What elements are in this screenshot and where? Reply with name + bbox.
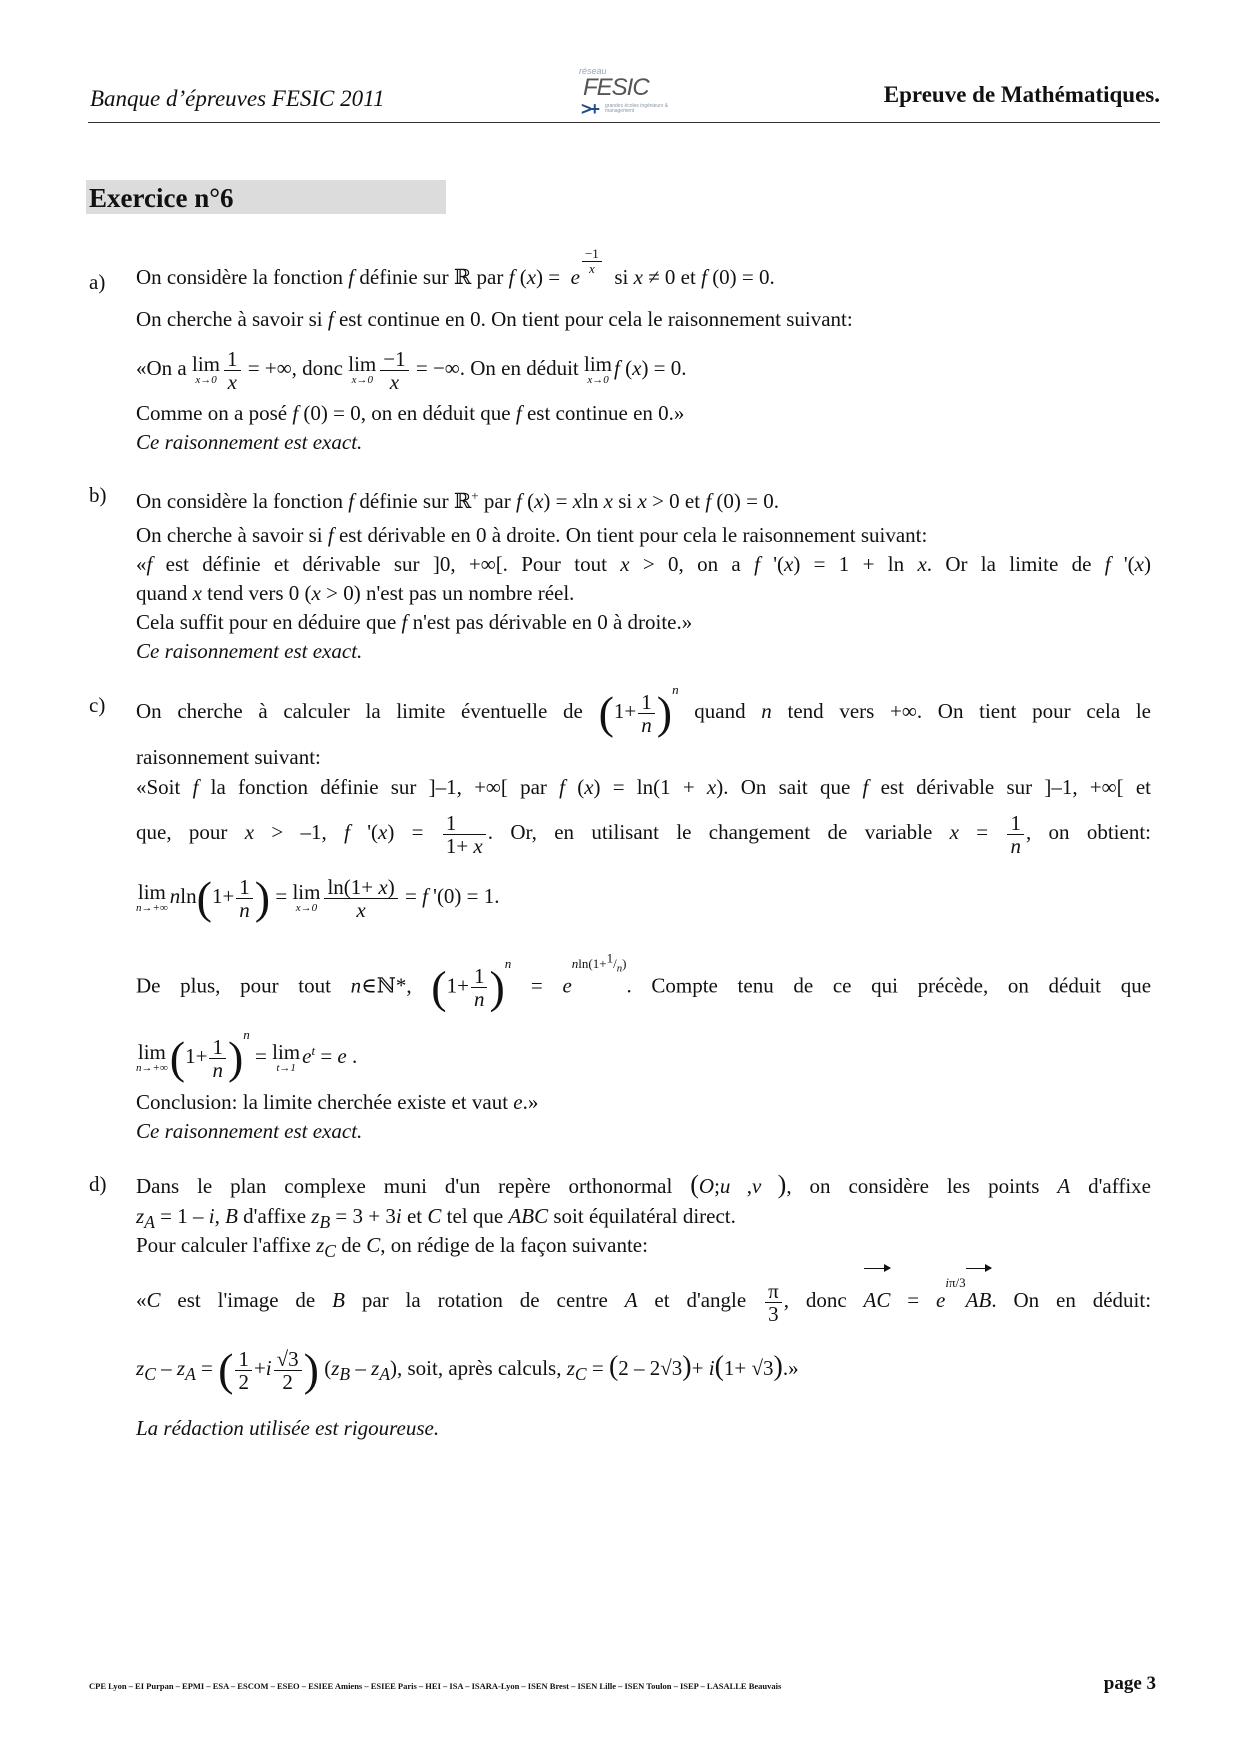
item-a-label: a) <box>89 270 106 294</box>
item-c-line-4: que, pour x > –1, f '(x) = $\frac{1}{1+ x}$ . Or, en utilisant le changement de variable x = $\frac{1}{n}$ , on obtient: <box>136 810 1151 858</box>
item-d-line-1: Dans le plan complexe muni d'un repère orthonormal (O;u⃗,v⃗), on considère les points A d'affixe <box>136 1170 1151 1199</box>
item-b-line-5: Cela suffit pour en déduire que f n'est pas dérivable en 0 à droite.» <box>136 610 693 634</box>
header-left-title: Banque d’épreuves FESIC 2011 <box>90 86 385 111</box>
logo-main-text: FESIC <box>583 74 649 101</box>
footer-schools: CPE Lyon – EI Purpan – EPMI – ESA – ESCOM – ESEO – ESIEE Amiens – ESIEE Paris – HEI – ISA – ISARA-Lyon – ISEN Brest – ISEN Lille – ISEN Toulon – ISEP – LASALLE Beauvais <box>89 1681 782 1691</box>
item-b-label: b) <box>89 483 107 507</box>
item-b-line-1: On considère la fonction f définie sur ℝ+ par f (x) = xln x si x > 0 et f (0) = 0. <box>136 488 780 513</box>
item-c-label: c) <box>89 693 106 717</box>
fesic-logo <box>575 66 685 122</box>
item-a-line-4: Comme on a posé f (0) = 0, on en déduit que f est continue en 0.» <box>136 401 685 425</box>
item-c-line-6: De plus, pour tout n∈ℕ*, (1+ $\frac{1}{n}$ )$^n = e^{nln(1+^1/_n)}$. Compte tenu de ce qui précède, on déduit que <box>136 951 1152 1013</box>
page-number: page 3 <box>1103 1673 1156 1694</box>
item-b-verdict: Ce raisonnement est exact. <box>136 639 363 663</box>
header-divider <box>88 122 1160 123</box>
item-a-line-1: On considère la fonction f définie sur ℝ par f (x) = e $^{\frac{-1}{x}}$ si x ≠ 0 et f (0) = 0. <box>136 245 775 289</box>
item-b-line-3: «f est définie et dérivable sur ]0, +∞[. Pour tout x > 0, on a f '(x) = 1 + ln x. Or la limite de f '(x) <box>136 552 1151 576</box>
item-c-line-2: raisonnement suivant: <box>136 745 321 769</box>
logo-arrow-icon: >+ <box>581 99 599 119</box>
item-a-line-2: On cherche à savoir si f est continue en 0. On tient pour cela le raisonnement suivant: <box>136 307 853 331</box>
item-d-line-4: «C est l'image de B par la rotation de centre A et d'angle $\frac{\pi}{3}$ , donc AC = $e^{i\pi/3}AB$. On en déduit: <box>136 1262 1151 1328</box>
item-c-line-8: Conclusion: la limite cherchée existe et vaut e.» <box>136 1090 539 1114</box>
item-d-label: d) <box>89 1172 107 1196</box>
item-c-line-7: lim n→+∞ (1+ $\frac{1}{n}$ )$^n$ = lim t→1 $e^t = e$ . <box>136 1027 358 1084</box>
item-c-line-1: On cherche à calculer la limite éventuelle de (1+ $\frac{1}{n}$ )$^n$ quand n tend vers +∞. On tient pour cela le <box>136 682 1152 739</box>
item-c-line-5: lim n→+∞ nln(1+ $\frac{1}{n}$ ) = lim x→0 $\frac{\ln(1+ x)}{x}$ = f '(0) = 1. <box>136 872 500 924</box>
item-b-line-4: quand x tend vers 0 (x > 0) n'est pas un nombre réel. <box>136 581 575 605</box>
logo-small-text: réseau <box>579 66 607 76</box>
header-right-title: Epreuve de Mathématiques. <box>883 82 1160 107</box>
item-c-verdict: Ce raisonnement est exact. <box>136 1119 363 1143</box>
item-b-line-2: On cherche à savoir si f est dérivable en 0 à droite. On tient pour cela le raisonnement suivant: <box>136 523 928 547</box>
item-d-line-3: Pour calculer l'affixe $z_C$ de C, on rédige de la façon suivante: <box>136 1233 648 1262</box>
item-d-line-2: $z_A = 1 - i$, B d'affixe $z_B = 3 + 3i$ et C tel que ABC soit équilatéral direct. <box>136 1204 736 1233</box>
logo-tagline: grandes écoles ingénieurs & management <box>605 103 669 114</box>
item-a-verdict: Ce raisonnement est exact. <box>136 430 363 454</box>
exercise-title: Exercice n°6 <box>89 183 234 213</box>
item-a-line-3: «On a lim x→0 $\frac{1}{x}$ = +∞, donc lim x→0 $\frac{-1}{x}$ = −∞. On en déduit lim x→0 f (x) = 0. <box>136 346 687 394</box>
item-d-line-5: $z_C - z_A$ = ( $\frac{1}{2}$ +i $\frac{√3}{2}$ ) $(z_B - z_A)$, soit, après calculs, $z_C = (2 - 2√3)+ i(1+ √3)$.» <box>136 1344 799 1396</box>
item-d-verdict: La rédaction utilisée est rigoureuse. <box>136 1416 440 1440</box>
item-c-line-3: «Soit f la fonction définie sur ]–1, +∞[ par f (x) = ln(1 + x). On sait que f est dérivable sur ]–1, +∞[ et <box>136 775 1151 799</box>
